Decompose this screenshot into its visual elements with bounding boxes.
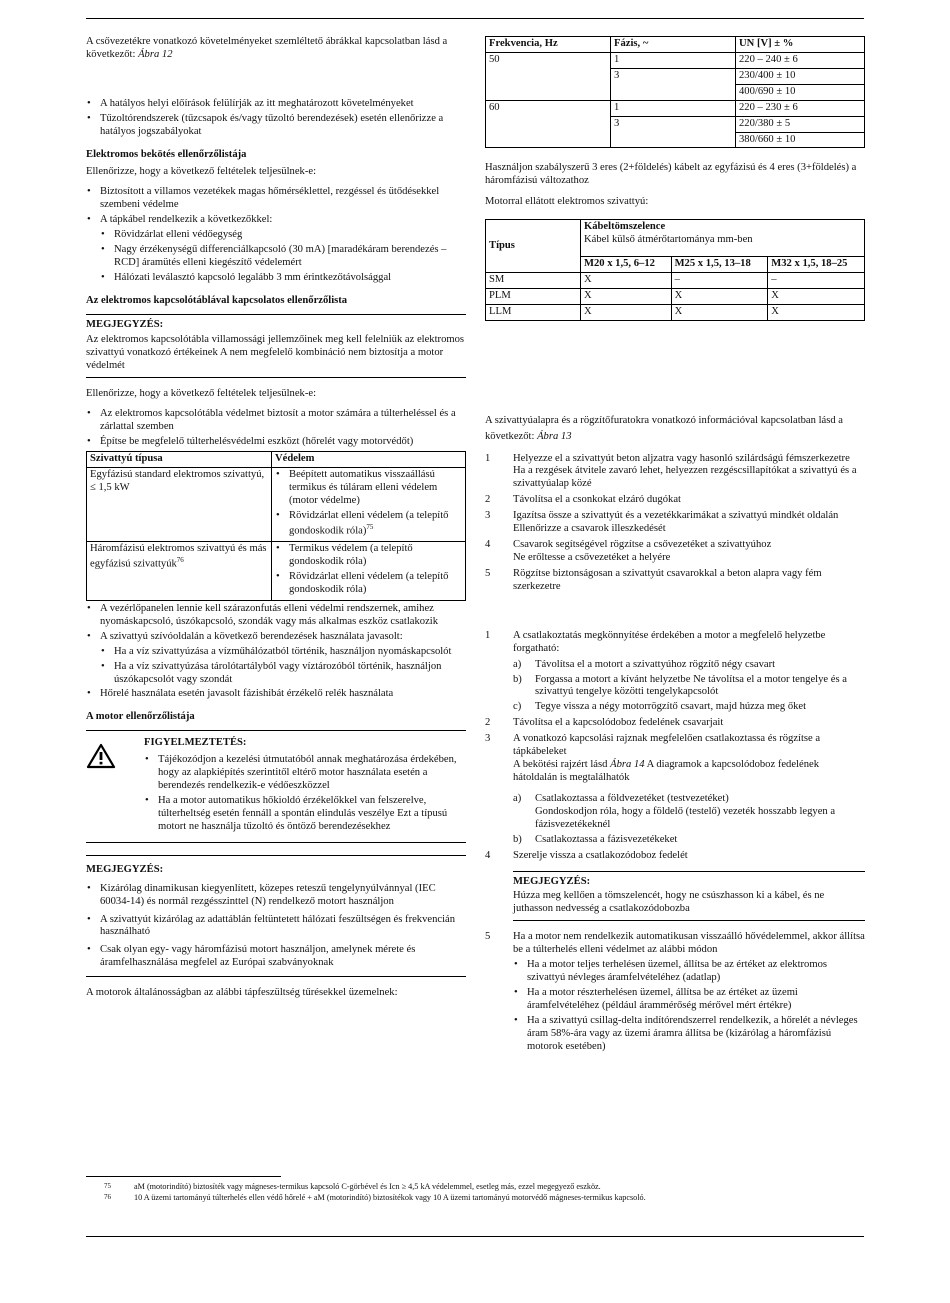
bottom-rule [86, 1236, 864, 1237]
protection-item: • Rövidzárlat elleni védelem (a telepítő gondoskodik róla) [289, 571, 462, 597]
phase-cell: 1 [611, 100, 736, 116]
step-number: 5 [485, 567, 491, 579]
step-text: Távolítsa el a csonkokat elzáró dugókat [513, 494, 681, 506]
table-row [486, 272, 865, 288]
sub-step-letter: b) [513, 833, 522, 845]
table-cell: X [768, 288, 865, 304]
list-item: • Ha a motor automatikus hőkioldó érzékelőkkel van felszerelve, túlterheltség esetén fennáll a spontán elindulás veszélye Ezt a típusú motort ne használja tűzoltó és öntöző berendezésekhez [158, 795, 466, 834]
table-cell: X [581, 304, 672, 320]
table-header: Védelem [272, 452, 466, 468]
sub-step [513, 793, 865, 832]
note-text: Húzza meg kellően a tömszelencét, hogy ne csúszhasson ki a kábel, és ne juthasson nedvesség a csatlakozódobozba [513, 890, 825, 915]
list-item: • Biztosított a villamos vezetékek magas hőmérséklettel, rezgéssel és ütődésekkel szembeni védelme [100, 186, 466, 212]
table-header: M20 x 1,5, 6–12 [581, 257, 672, 273]
protection-item: • Termikus védelem (a telepítő gondoskodik róla) [289, 543, 462, 569]
figure-link-14[interactable]: Ábra 14 [610, 759, 645, 771]
top-rule [86, 18, 864, 19]
step [485, 568, 865, 594]
note-box [86, 314, 466, 378]
table-header: Fázis, ~ [611, 37, 736, 53]
list-item: • Ha a szivattyú csillag-delta indítórendszerrel rendelkezik, a hőrelét a névleges áram 58%-ára vagy az üzemi áramra állítsa be (kizárólag a háromfázisú motorok esetében) [527, 1015, 865, 1054]
step-number: 1 [485, 452, 491, 464]
pump-type: Egyfázisú standard elektromos szivattyú, ≤ 1,5 kW [90, 469, 265, 494]
footnote-text: 10 A üzemi tartományú túlterhelés ellen védő hőrelé + aM (motorindító) biztosítékok vagy 10 A üzemi tartományú motorvédő mágneses-termikus kapcsoló. [134, 1193, 646, 1202]
installation-steps [485, 453, 865, 594]
sub-item: • Rövidzárlat elleni védőegység [114, 229, 466, 242]
step-subtext-a: A bekötési rajzért lásd [513, 759, 608, 771]
warning-box [86, 730, 466, 842]
step [485, 733, 865, 846]
table-cell: LLM [486, 304, 581, 320]
figure-link-12[interactable]: Ábra 12 [138, 48, 173, 60]
sub-step [513, 659, 865, 672]
sub-step-text: Távolítsa el a motort a szivattyúhoz rögzítő négy csavart [535, 658, 776, 670]
pump-type: Háromfázisú elektromos szivattyú és más egyfázisú szivattyúk [90, 543, 267, 570]
table-cell: SM [486, 272, 581, 288]
table-row [486, 52, 865, 68]
list-item: • Csak olyan egy- vagy háromfázisú motort használjon, amelynek mérete és áramfelhasználása megfelel az Európai szabványoknak [100, 944, 466, 970]
voltage-cell: 220/380 ± 5 [736, 116, 865, 132]
table-header [581, 220, 865, 257]
note-list [86, 883, 466, 971]
protection-item: • Beépített automatikus visszaállású termikus és túláram elleni védelem (motor védelme) [289, 469, 462, 508]
step-text: A csatlakoztatás megkönnyítése érdekében a motor a megfelelő helyzetbe forgatható: [513, 629, 826, 654]
protection-table [86, 451, 466, 601]
sub-step-subtext: Gondoskodjon róla, hogy a földelő (testelő) vezeték hosszabb legyen a fázisvezetékeknél [535, 805, 836, 830]
footnote-ref[interactable]: 76 [176, 556, 184, 565]
sub-step-text: Csatlakoztassa a fázisvezetékeket [535, 833, 678, 845]
list-item: • A szivattyút kizárólag az adattáblán feltüntetett hálózati feszültségen és frekvencián használható [100, 914, 466, 940]
left-column [86, 36, 466, 1008]
list-item: • Kizárólag dinamikusan kiegyenlített, közepes reteszű tengelynyúlvánnyal (IEC 60034-14) és normál rezgésszinttel (N) rendelkező motort használjon [100, 883, 466, 909]
list-item [100, 214, 466, 285]
list-item-text: A szivattyú szívóoldalán a következő berendezések használata javasolt: [100, 630, 403, 642]
sub-item: • Ha a víz szivattyúzása a vízműhálózatból történik, használjon nyomáskapcsolót [114, 646, 466, 659]
sub-step-letter: a) [513, 792, 522, 804]
list-item: • A vezérlőpanelen lennie kell szárazonfutás elleni védelmi rendszernek, amihez nyomáskapcsoló, úszókapcsoló, szondák vagy más alkalmas eszköz csatlakozik [100, 603, 466, 629]
warning-title: FIGYELMEZTETÉS: [144, 737, 247, 749]
phase-cell: 3 [611, 68, 736, 100]
sub-step [513, 674, 865, 700]
sub-steps [513, 793, 865, 847]
step-number: 2 [485, 717, 491, 729]
voltage-table [485, 36, 865, 148]
warning-body [144, 737, 466, 835]
step-subtext: Ellenőrizze a csavarok illeszkedését [513, 523, 666, 535]
closing-text: A motorok általánosságban az alábbi tápfeszültség tűrésekkel üzemelnek: [86, 987, 398, 999]
intro-text: A csővezetékre vonatkozó követelményeket szemléltető ábrákkal kapcsolatban lásd a következőt: [86, 36, 448, 60]
requirements-list [86, 98, 466, 139]
electrical-intro: Ellenőrizze, hogy a következő feltételek teljesülnek-e: [86, 165, 317, 177]
table-cell: – [768, 272, 865, 288]
step-text: Igazítsa össze a szivattyút és a vezetékkarimákat a szivattyú mindkét oldalán [513, 510, 839, 522]
table-header: M25 x 1,5, 13–18 [671, 257, 768, 273]
phase-cell: 3 [611, 116, 736, 148]
protection-text: Rövidzárlat elleni védelem (a telepítő gondoskodik róla) [289, 509, 449, 537]
table-header: Szivattyú típusa [87, 452, 272, 468]
sub-step [513, 834, 865, 847]
footnote-number: 76 [104, 1193, 111, 1201]
note-box [86, 855, 466, 977]
voltage-cell: 230/400 ± 10 [736, 68, 865, 84]
frequency-cell: 50 [486, 52, 611, 100]
footnote [86, 1193, 864, 1203]
table-row [87, 468, 466, 542]
base-intro [485, 413, 865, 445]
electrical-list [86, 186, 466, 284]
note-title: MEGJEGYZÉS: [513, 875, 591, 887]
phase-cell: 1 [611, 52, 736, 68]
table-cell: X [671, 288, 768, 304]
list-item: • Hőrelé használata esetén javasolt fázishibát érzékelő relék használata [100, 688, 466, 701]
sub-steps [513, 659, 865, 715]
footnote-number: 75 [104, 1182, 111, 1190]
table-cell [272, 468, 466, 542]
list-item: • Tájékozódjon a kezelési útmutatóból annak meghatározása érdekében, hogy az alapkiépítés szerintitől eltérő motor használata esetén a berendezés rendelkezik-e védőeszközzel [158, 754, 466, 793]
step-subtext: Ne erőltesse a csővezetéket a helyére [513, 551, 671, 563]
list-item-text: Építse be megfelelő túlterhelésvédelmi eszközt (hőrelét vagy motorvédőt) [100, 436, 414, 448]
sub-list [100, 646, 466, 687]
panel-list [86, 408, 466, 701]
heading-panel-checklist: Az elektromos kapcsolótáblával kapcsolatos ellenőrzőlista [86, 294, 348, 306]
overload-list [513, 959, 865, 1053]
sub-step-letter: b) [513, 673, 522, 685]
table-cell: PLM [486, 288, 581, 304]
step-number: 5 [485, 931, 491, 943]
note-text: Az elektromos kapcsolótábla villamossági jellemzőinek meg kell felelniük az elektromos szivattyú vonatkozó értékeinek A nem megfelelő kombináció nem biztosítja a motor védelmét [86, 333, 465, 371]
voltage-cell: 400/690 ± 10 [736, 84, 865, 100]
sub-step [513, 701, 865, 714]
frequency-cell: 60 [486, 100, 611, 148]
sub-item: • Hálózati leválasztó kapcsoló legalább 3 mm érintkezőtávolsággal [114, 272, 466, 285]
note-title: MEGJEGYZÉS: [86, 318, 164, 330]
figure-link-13[interactable]: Ábra 13 [537, 430, 572, 442]
table-cell: X [581, 272, 672, 288]
voltage-cell: 220 – 230 ± 6 [736, 100, 865, 116]
step-subtext [513, 759, 865, 785]
step [485, 850, 865, 922]
protection-item [289, 510, 462, 538]
table-cell [272, 542, 466, 601]
footnote-ref[interactable]: 75 [366, 522, 374, 531]
step-number: 3 [485, 510, 491, 522]
sub-step-letter: c) [513, 701, 522, 713]
step [485, 510, 865, 536]
step-subtext: Ha a rezgések átvitele zavaró lehet, helyezzen rezgéscsillapítókat a szivattyú és a szivattyúalap közé [513, 465, 857, 490]
cable-text: Használjon szabályszerű 3 eres (2+földelés) kábelt az egyfázisú és 4 eres (3+földelés) a háromfázisú változathoz [485, 162, 857, 187]
step-subtext-b: A diagramok a kapcsolódoboz fedelének hátoldalán is megtalálhatók [513, 759, 819, 783]
sub-item: • Nagy érzékenységű differenciálkapcsoló (30 mA) [maradékáram berendezés – RCD] áramütés elleni kiegészítő védelemért [114, 244, 466, 270]
intro-paragraph [86, 36, 466, 62]
sub-step-text: Tegye vissza a négy motorrögzítő csavart, majd húzza meg őket [535, 701, 807, 713]
step [485, 630, 865, 715]
sub-item: • Ha a víz szivattyúzása tárolótartályból vagy víztározóból történik, használjon úszókapcsolót vagy szondát [114, 661, 466, 687]
footnote-text: aM (motorindító) biztosíték vagy mágneses-termikus kapcsoló C-görbével és Icn ≥ 4,5 kA védelemmel, esetleg más, ezzel megegyező eszköz. [134, 1182, 601, 1191]
step-text: Távolítsa el a kapcsolódoboz fedelének csavarjait [513, 717, 724, 729]
step-number: 4 [485, 539, 491, 551]
step [485, 453, 865, 492]
voltage-cell: 380/660 ± 10 [736, 132, 865, 148]
table-cell: X [671, 304, 768, 320]
panel-intro: Ellenőrizze, hogy a következő feltételek teljesülnek-e: [86, 387, 317, 399]
sub-step-letter: a) [513, 658, 522, 670]
table-header: Frekvencia, Hz [486, 37, 611, 53]
right-column [485, 36, 865, 1060]
warning-list [144, 754, 466, 834]
step-text: Helyezze el a szivattyút beton aljzatra vagy hasonló szilárdságú fémszerkezetre [513, 452, 850, 464]
step-number: 3 [485, 733, 491, 745]
list-item: • A hatályos helyi előírások felülírják az itt meghatározott követelményeket [100, 98, 466, 111]
step-number: 2 [485, 494, 491, 506]
warning-icon [86, 737, 144, 835]
list-item: • Tűzoltórendszerek (tűzcsapok és/vagy tűzoltó berendezések) esetén ellenőrizze a hatályos jogszabályokat [100, 113, 466, 139]
step-text: A vonatkozó kapcsolási rajznak megfelelően csatlakoztassa és rögzítse a tápkábeleket [513, 733, 821, 758]
table-header: Típus [486, 220, 581, 273]
step [485, 717, 865, 730]
step-number: 4 [485, 849, 491, 861]
step [485, 539, 865, 565]
sub-step-text: Forgassa a motort a kívánt helyzetbe Ne távolítsa el a motor tengelye és a szivattyú tengelye közötti tengelykapcsolót [535, 673, 847, 698]
list-item [100, 631, 466, 687]
list-item: • Az elektromos kapcsolótábla védelmet biztosít a motor számára a túlterheléssel és a zárlattal szemben [100, 408, 466, 434]
footnote [86, 1182, 864, 1192]
step-text: Csavarok segítségével rögzítse a csővezetéket a szivattyúhoz [513, 539, 772, 551]
motor-text: Motorral ellátott elektromos szivattyú: [485, 196, 649, 208]
table-row [486, 100, 865, 116]
gland-header: Kábeltömszelence [584, 221, 666, 233]
list-item: • Ha a motor részterhelésen üzemel, állítsa be az értéket az üzemi áramfelvételéhez (például árammérőség mérővel mért értékre) [527, 987, 865, 1013]
list-item-text: A tápkábel rendelkezik a következőkkel: [100, 214, 273, 226]
step [485, 931, 865, 1053]
table-header: M32 x 1,5, 18–25 [768, 257, 865, 273]
table-cell [87, 468, 272, 542]
sub-step-text: Csatlakoztassa a földvezetéket (testvezetéket) [535, 792, 729, 804]
step-number: 1 [485, 629, 491, 641]
heading-motor-checklist: A motor ellenőrzőlistája [86, 711, 195, 723]
gland-subheader: Kábel külső átmérőtartománya mm-ben [584, 234, 753, 246]
table-row [486, 304, 865, 320]
base-intro-text: A szivattyúalapra és a rögzítőfuratokra vonatkozó információval kapcsolatban lásd a következőt: [485, 414, 843, 442]
table-header: UN [V] ± % [736, 37, 865, 53]
table-row [486, 288, 865, 304]
table-row [87, 542, 466, 601]
heading-electrical-checklist: Elektromos bekötés ellenőrzőlistája [86, 148, 247, 160]
table-cell: X [581, 288, 672, 304]
step-text: Ha a motor nem rendelkezik automatikusan visszaálló hővédelemmel, akkor állítsa be a túlterhelés elleni védelmet az alábbi módon [513, 931, 865, 956]
list-item [90, 436, 466, 601]
step-text: Rögzítse biztonságosan a szivattyút csavarokkal a beton alapra vagy fém szerkezetre [513, 567, 822, 592]
footnotes [86, 1176, 864, 1204]
list-item: • Ha a motor teljes terhelésen üzemel, állítsa be az értéket az elektromos szivattyú névleges áramfelvételéhez (adatlap) [527, 959, 865, 985]
sub-list [100, 229, 466, 285]
step [485, 494, 865, 507]
table-cell: X [768, 304, 865, 320]
note-box [513, 871, 865, 922]
note-title: MEGJEGYZÉS: [86, 863, 164, 875]
table-cell: – [671, 272, 768, 288]
step-text: Szerelje vissza a csatlakozódoboz fedelét [513, 849, 688, 861]
table-cell [87, 542, 272, 601]
footnote-rule [86, 1176, 281, 1177]
cable-gland-table [485, 219, 865, 321]
voltage-cell: 220 – 240 ± 6 [736, 52, 865, 68]
wiring-steps [485, 630, 865, 1054]
